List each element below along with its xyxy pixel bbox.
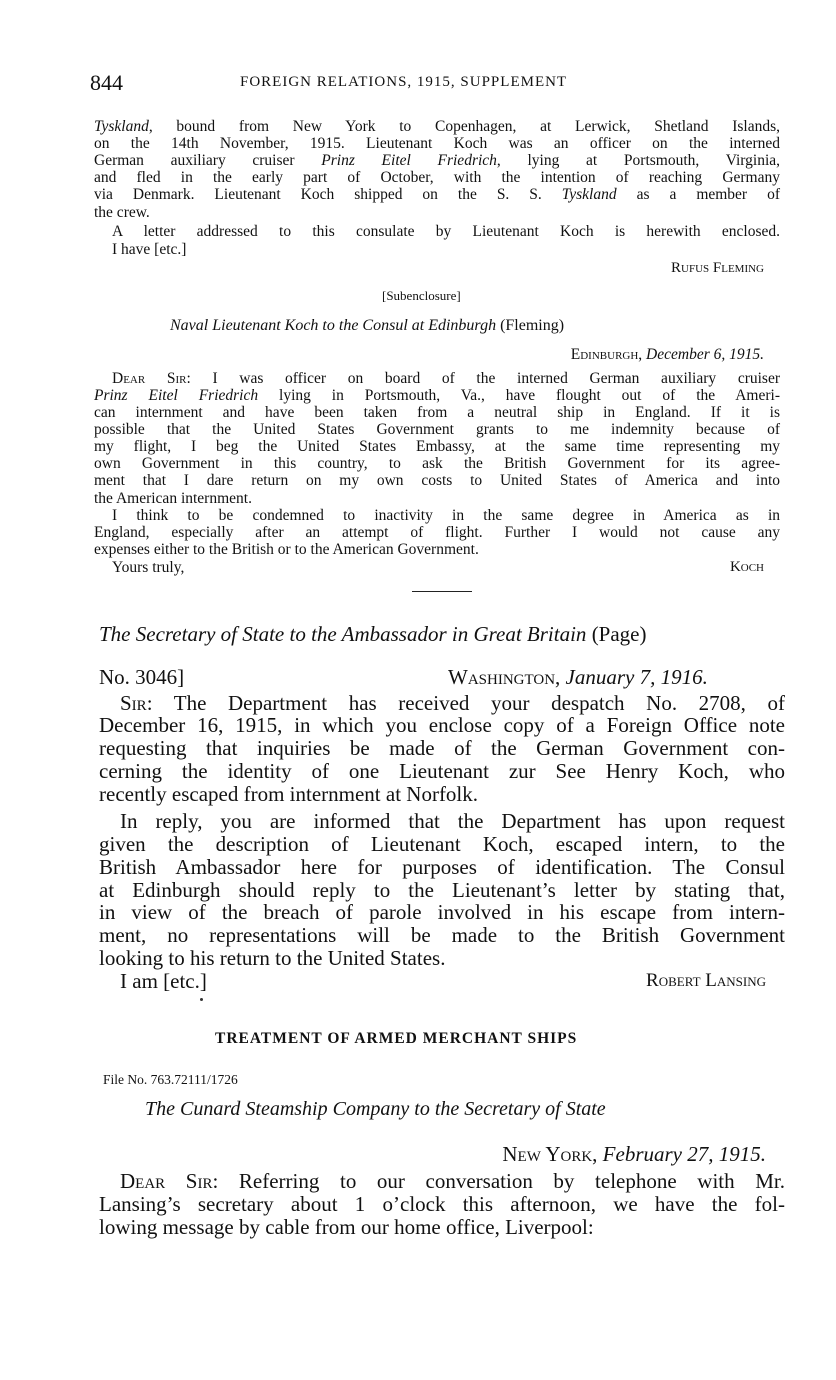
text-line: expenses either to the British or to the American Government. [94,541,479,558]
page-number: 844 [90,70,123,95]
text-line: requesting that inquiries be made of the German Government con- [99,736,785,760]
text-line: German auxiliary cruiser Prinz Eitel Friedrich, lying at Portsmouth, Virginia, [94,152,781,169]
letter-heading-secretary: The Secretary of State to the Ambassador in Great Britain (Page) [99,622,647,646]
text-line: Dear Sir: Referring to our conversation by telephone with Mr. [120,1169,785,1193]
text-line: possible that the United States Government grants to me indemnity because of [94,421,780,438]
text-line: Sir: The Department has received your despatch No. 2708, of [120,691,785,715]
text-line: ment, no representations will be made to the British Government [99,923,785,947]
text-line: given the description of Lieutenant Koch, escaped intern, to the [99,832,785,856]
text-line: I have [etc.] [112,241,187,258]
signature-lansing: Robert Lansing [646,970,766,991]
stray-mark [200,998,203,1001]
text-line: and fled in the early part of October, with the intention of reaching Germany [94,169,780,186]
section-divider [412,591,472,592]
closing: Yours truly, [112,559,185,576]
text-line: my flight, I beg the United States Embassy, at the same time representing my [94,438,780,455]
text-line: at Edinburgh should reply to the Lieutenant’s letter by stating that, [99,878,785,902]
text-line: can internment and have been taken from a neutral ship in England. If it is [94,404,780,421]
text-line: A letter addressed to this consulate by Lieutenant Koch is herewith enclosed. [112,223,780,240]
salutation: Dear Sir [120,1169,213,1193]
text-line: lowing message by cable from our home office, Liverpool: [99,1215,594,1239]
running-head: FOREIGN RELATIONS, 1915, SUPPLEMENT [240,74,568,90]
text-line: via Denmark. Lieutenant Koch shipped on the S. S. Tyskland as a member of [94,186,780,203]
subenclosure-dateline: Edinburgh, December 6, 1915. [570,346,764,363]
text-line: England, especially after an attempt of flight. Further I would not cause any [94,524,780,541]
text-line: I think to be condemned to inactivity in the same degree in America as in [112,507,780,524]
text-line: Lansing’s secretary about 1 o’clock this afternoon, we have the fol- [99,1192,785,1216]
text-line: Tyskland, bound from New York to Copenhagen, at Lerwick, Shetland Islands, [94,118,780,135]
closing: I am [etc.] [120,969,207,993]
text-line: in view of the breach of parole involved in his escape from intern- [99,900,785,924]
text-line: the American internment. [94,490,252,507]
letter2-dateline: Washington, January 7, 1916. [448,665,708,689]
subenclosure-heading: Naval Lieutenant Koch to the Consul at Edinburgh (Fleming) [170,317,565,334]
text-line: looking to his return to the United States. [99,946,446,970]
letter3-dateline: New York, February 27, 1915. [502,1142,766,1166]
text-line: cerning the identity of one Lieutenant zur See Henry Koch, who [99,759,785,783]
text-line: In reply, you are informed that the Department has upon request [120,809,785,833]
text-line: Prinz Eitel Friedrich lying in Portsmouth, Va., have flought out of the Ameri- [94,387,780,404]
salutation: Dear Sir [112,370,187,387]
text-line: the crew. [94,204,150,221]
text-line: December 16, 1915, in which you enclose copy of a Foreign Office note [99,713,785,737]
text-line: own Government in this country, to ask the British Government for its agree- [94,455,780,472]
text-line: on the 14th November, 1915. Lieutenant Koch was an officer on the interned [94,135,780,152]
salutation: Sir [120,691,147,715]
signature-koch: Koch [729,559,764,575]
letter-heading-cunard: The Cunard Steamship Company to the Secretary of State [145,1098,606,1120]
text-line: British Ambassador here for purposes of identification. The Consul [99,855,785,879]
despatch-number: No. 3046] [99,665,185,689]
signature-fleming: Rufus Fleming [671,260,764,276]
text-line: recently escaped from internment at Norfolk. [99,782,479,806]
file-number: File No. 763.72111/1726 [103,1072,238,1087]
text-line: Dear Sir: I was officer on board of the interned German auxiliary cruiser [112,370,780,387]
section-title: TREATMENT OF ARMED MERCHANT SHIPS [215,1030,578,1047]
subenclosure-label: [Subenclosure] [382,288,461,303]
text-line: ment that I dare return on my own costs to United States of America and into [94,472,780,489]
